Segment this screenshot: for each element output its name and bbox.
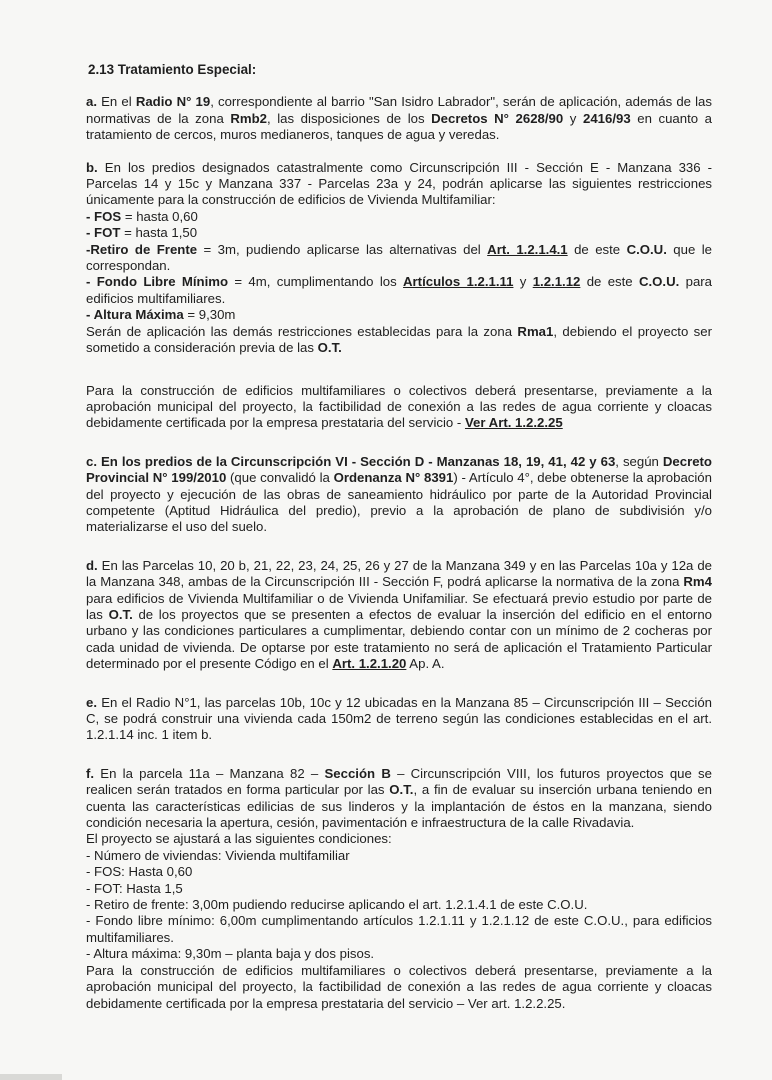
- f-cond-item: - Número de viviendas: Vivienda multifamiliar: [86, 847, 350, 863]
- b-aplicacion: Serán de aplicación las demás restricciones establecidas para la zona Rma1, debiendo el proyecto ser sometido a consideración previa de las O.T.: [86, 323, 712, 356]
- label-b: b.: [86, 159, 98, 175]
- f-cond-item: - Altura máxima: 9,30m – planta baja y dos pisos.: [86, 946, 375, 962]
- label-a: a.: [86, 94, 97, 110]
- b-fos: - FOS = hasta 0,60: [86, 208, 198, 224]
- b-fot: - FOT = hasta 1,50: [86, 225, 198, 241]
- b-fondo: - Fondo Libre Mínimo = 4m, cumplimentando los Artículos 1.2.1.11 y 1.2.1.12 de este C.O.U. para edificios multifamiliares.: [86, 274, 713, 306]
- paragraph-a: a. En el Radio N° 19, correspondiente al barrio "San Isidro Labrador", serán de aplicación, además de las normativas de la zona Rmb2, las disposiciones de los Decretos N° 2628/90 y 2416/93 en cuanto a tratamiento de cercos, muros medianeros, tanques de agua y veredas.: [86, 94, 713, 143]
- paragraph-e: e. En el Radio N°1, las parcelas 10b, 10c y 12 ubicadas en la Manzana 85 – Circunscripción III – Sección C, se podrá construir una vivienda cada 150m2 de terreno según las condiciones establecidas en el art. 1.2.1.14 inc. 1 item b.: [86, 694, 712, 743]
- f-cond-intro: El proyecto se ajustará a las siguientes condiciones:: [86, 831, 392, 847]
- scan-edge-mark: [0, 1074, 62, 1080]
- paragraph-c: c. En los predios de la Circunscripción VI - Sección D - Manzanas 18, 19, 41, 42 y 63, según Decreto Provincial N° 199/2010 (que convalidó la Ordenanza N° 8391) - Artículo 4°, debe obtenerse la aprobación del proyecto y ejecución de las obras de saneamiento hidráulico por parte de la Autoridad Provincial competente (Aptitud Hidráulica del predio), previo a la aprobación de plano de subdivisión y/o materializarse el uso del suelo.: [86, 453, 712, 535]
- paragraph-multifamiliares: Para la construcción de edificios multifamiliares o colectivos deberá presentarse, previamente a la aprobación municipal del proyecto, la factibilidad de conexión a las redes de agua corriente y cloacas debidamente certificada por la empresa prestataria del servicio - Ver Art. 1.2.2.25: [86, 382, 712, 431]
- label-e: e.: [86, 694, 97, 710]
- section-title: 2.13 Tratamiento Especial:: [88, 62, 257, 77]
- paragraph-f: f. En la parcela 11a – Manzana 82 – Sección B – Circunscripción VIII, los futuros proyectos que se realicen serán tratados en forma particular por las O.T., a fin de evaluar su inserción urbana teniendo en cuenta las características edilicias de sus linderos y la implantación de éstos en la manzana, siendo condición necesaria la apertura, cesión, pavimentación e infraestructura de la calle Rivadavia. El proyecto se ajustará a las siguientes condiciones: - Número de viviendas: Vivienda multifamiliar - FOS: Hasta 0,60 - FOT: Hasta 1,5 - Retiro de frente: 3,00m pudiendo reducirse aplicando el art. 1.2.1.4.1 de este C.O.U. - Fondo libre mínimo: 6,00m cumplimentando artículos 1.2.1.11 y 1.2.1.12 de este C.O.U., para edificios multifamiliares. - Altura máxima: 9,30m – planta baja y dos pisos. Para la construcción de edificios multifamiliares o colectivos deberá presentarse, previamente a la aprobación municipal del proyecto, la factibilidad de conexión a las redes de agua corriente y cloacas debidamente certificada por la empresa prestataria del servicio – Ver art. 1.2.2.25.: [86, 765, 713, 1011]
- paragraph-b: b. En los predios designados catastralmente como Circunscripción III - Sección E - Manzana 336 - Parcelas 14 y 15c y Manzana 337 - Parcelas 23a y 24, podrán aplicarse las siguientes restricciones únicamente para la construcción de edificios de Vivienda Multifamiliar: - FOS = hasta 0,60 - FOT = hasta 1,50 -Retiro de Frente = 3m, pudiendo aplicarse las alternativas del Art. 1.2.1.4.1 de este C.O.U. que le correspondan. - Fondo Libre Mínimo = 4m, cumplimentando los Artículos 1.2.1.11 y 1.2.1.12 de este C.O.U. para edificios multifamiliares. - Altura Máxima = 9,30m Serán de aplicación las demás restricciones establecidas para la zona Rma1, debiendo el proyecto ser sometido a consideración previa de las O.T.: [86, 159, 713, 356]
- label-d: d.: [86, 557, 98, 573]
- b-altura: - Altura Máxima = 9,30m: [86, 307, 236, 323]
- f-cond-item: - Fondo libre mínimo: 6,00m cumplimentando artículos 1.2.1.11 y 1.2.1.12 de este C.O.U., para edificios multifamiliares.: [86, 913, 712, 945]
- f-cond-item: - Retiro de frente: 3,00m pudiendo reducirse aplicando el art. 1.2.1.4.1 de este C.O.U.: [86, 897, 588, 913]
- b-retiro: -Retiro de Frente = 3m, pudiendo aplicarse las alternativas del Art. 1.2.1.4.1 de este C.O.U. que le correspondan.: [86, 241, 712, 274]
- f-closing: Para la construcción de edificios multifamiliares o colectivos deberá presentarse, previamente a la aprobación municipal del proyecto, la factibilidad de conexión a las redes de agua corriente y cloacas debidamente certificada por la empresa prestataria del servicio – Ver art. 1.2.2.25.: [86, 962, 712, 1011]
- f-cond-item: - FOS: Hasta 0,60: [86, 864, 193, 880]
- label-f: f.: [86, 765, 95, 781]
- paragraph-d: d. En las Parcelas 10, 20 b, 21, 22, 23, 24, 25, 26 y 27 de la Manzana 349 y en las Parcelas 10a y 12a de la Manzana 348, ambas de la Circunscripción III - Sección F, podrá aplicarse la normativa de la zona Rm4 para edificios de Vivienda Multifamiliar o de Vivienda Unifamiliar. Se efectuará previo estudio por parte de las O.T. de los proyectos que se presenten a efectos de evaluar la inserción del edificio en el entorno urbano y las condiciones particulares a cumplimentar, debiendo contar con un mínimo de 2 cocheras por cada unidad de vivienda. De optarse por este tratamiento no será de aplicación el Tratamiento Particular determinado por el presente Código en el Art. 1.2.1.20 Ap. A.: [86, 557, 712, 672]
- f-cond-item: - FOT: Hasta 1,5: [86, 880, 183, 896]
